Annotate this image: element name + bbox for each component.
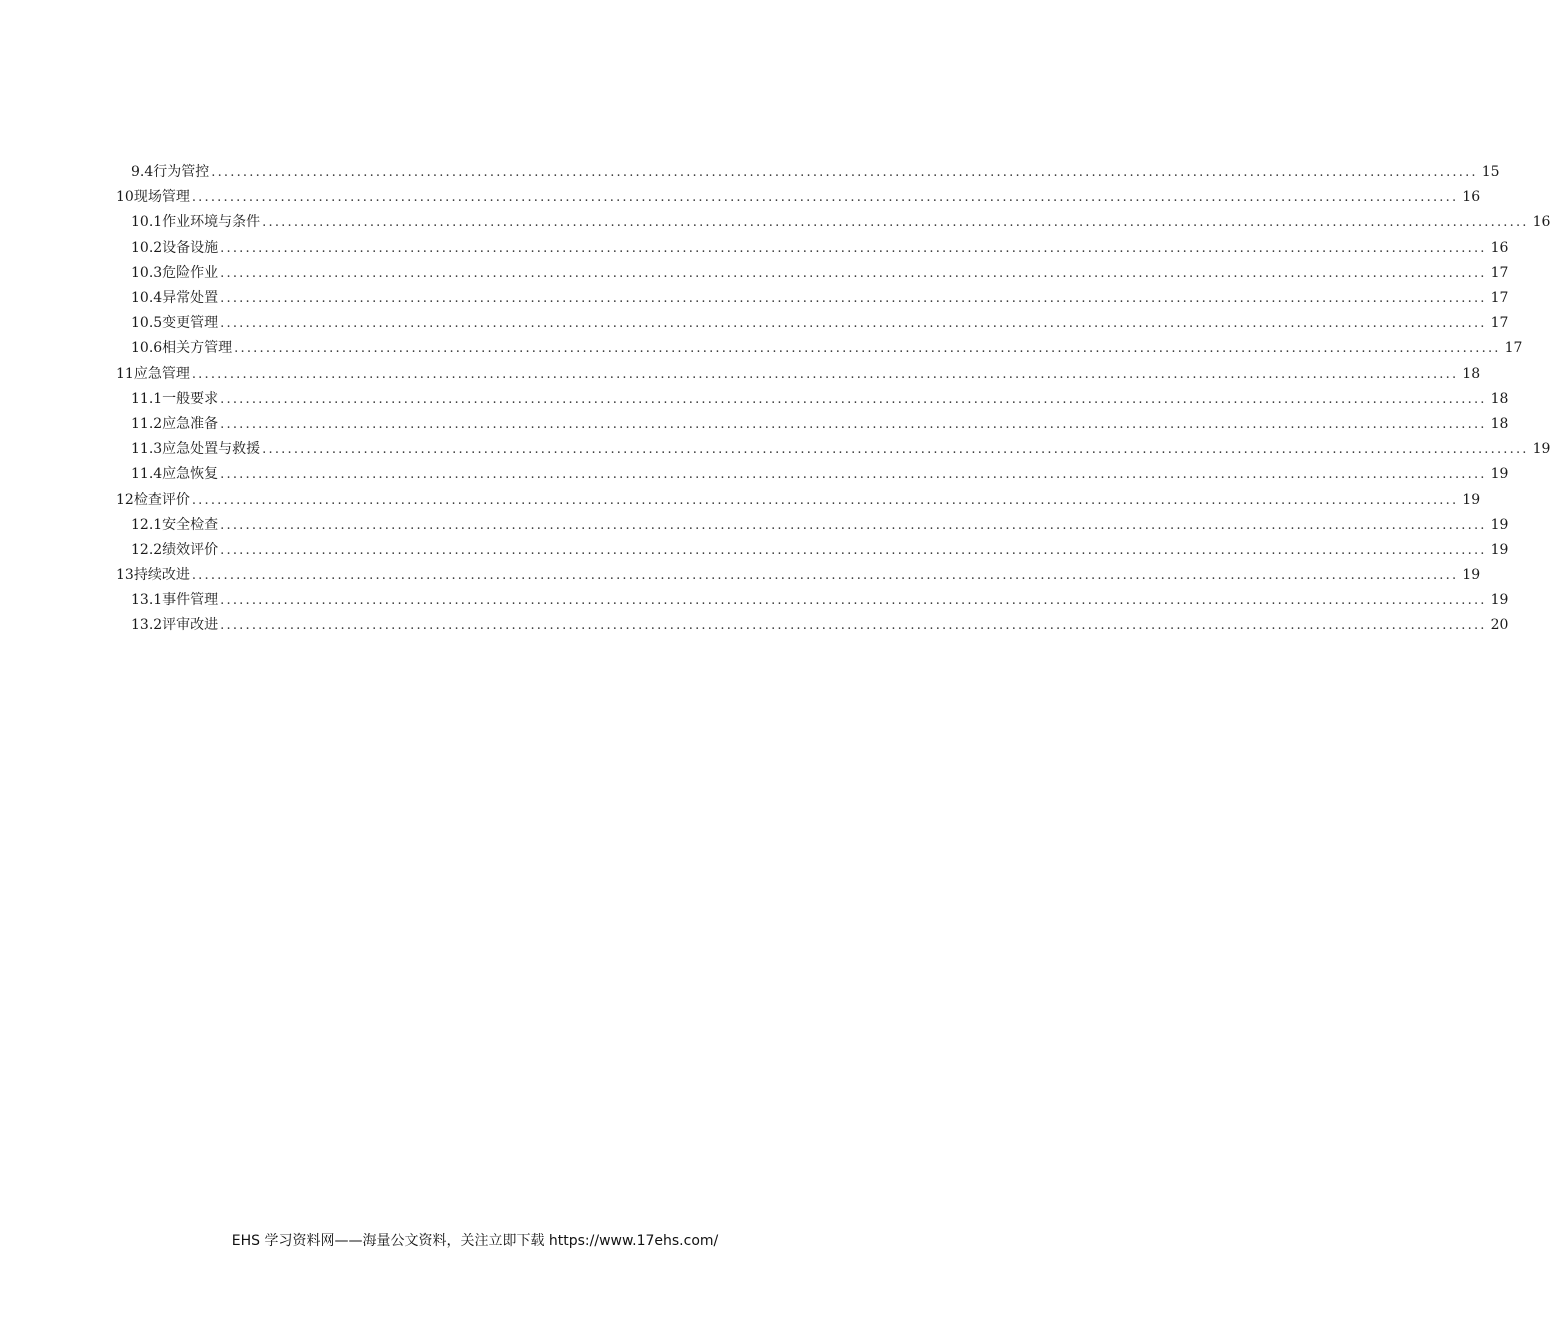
toc-entry[interactable]	[0, 588, 1509, 613]
toc-entry[interactable]	[0, 513, 1509, 538]
toc-entry-page: 16	[1490, 239, 1509, 256]
toc-entry-title: 评审改进	[162, 617, 219, 634]
toc-dot-leader: ........................................................................................................................................................................................................	[220, 542, 1487, 558]
toc-dot-leader: ........................................................................................................................................................................................................	[220, 265, 1487, 281]
toc-entry-title: 绩效评价	[162, 541, 219, 558]
toc-entry-page: 18	[1490, 415, 1509, 432]
toc-entry[interactable]	[0, 613, 1509, 638]
toc-entry-title: 现场管理	[133, 189, 190, 206]
toc-dot-leader: ........................................................................................................................................................................................................	[220, 291, 1487, 307]
toc-entry-page: 17	[1490, 290, 1509, 307]
toc-entry[interactable]	[0, 286, 1509, 311]
toc-dot-leader: ........................................................................................................................................................................................................	[220, 517, 1487, 533]
toc-entry[interactable]	[0, 362, 1481, 387]
toc-entry[interactable]	[0, 387, 1509, 412]
toc-entry[interactable]	[0, 538, 1509, 563]
toc-entry-title: 设备设施	[162, 239, 219, 256]
footer-text: EHS 学习资料网——海量公文资料，关注立即下载 https://www.17ehs.com/	[231, 1233, 719, 1249]
table-of-contents	[0, 160, 1550, 639]
toc-dot-leader: ........................................................................................................................................................................................................	[191, 366, 1459, 382]
toc-dot-leader: ........................................................................................................................................................................................................	[220, 240, 1487, 256]
toc-entry[interactable]	[0, 160, 1500, 185]
toc-entry[interactable]	[0, 336, 1523, 361]
toc-entry-title: 作业环境与条件	[162, 214, 261, 231]
toc-entry-title: 变更管理	[162, 315, 219, 332]
toc-dot-leader: ........................................................................................................................................................................................................	[220, 618, 1487, 634]
toc-entry-page: 19	[1490, 516, 1509, 533]
toc-dot-leader: ........................................................................................................................................................................................................	[220, 316, 1487, 332]
toc-entry-title: 应急恢复	[162, 466, 219, 483]
toc-entry[interactable]	[0, 412, 1509, 437]
toc-entry-page: 16	[1532, 214, 1550, 231]
toc-entry-title: 危险作业	[162, 264, 219, 281]
toc-entry-page: 17	[1490, 315, 1509, 332]
toc-entry-number: 10	[116, 189, 134, 206]
toc-dot-leader: ........................................................................................................................................................................................................	[262, 442, 1529, 458]
toc-dot-leader: ........................................................................................................................................................................................................	[191, 568, 1459, 584]
toc-entry-number: 10.2	[131, 239, 163, 256]
toc-entry-title: 安全检查	[162, 516, 219, 533]
toc-entry-title: 行为管控	[153, 164, 210, 181]
toc-entry[interactable]	[0, 185, 1481, 210]
toc-entry-page: 20	[1490, 617, 1509, 634]
toc-entry-page: 16	[1462, 189, 1481, 206]
toc-entry[interactable]	[0, 563, 1481, 588]
toc-entry-page: 19	[1532, 441, 1550, 458]
toc-entry-page: 19	[1462, 567, 1481, 584]
toc-entry[interactable]	[0, 437, 1550, 462]
toc-entry-title: 事件管理	[162, 592, 219, 609]
toc-entry[interactable]	[0, 261, 1509, 286]
toc-entry-number: 10.4	[131, 290, 163, 307]
toc-entry-number: 9.4	[131, 164, 154, 181]
toc-entry-page: 19	[1490, 592, 1509, 609]
toc-entry[interactable]	[0, 210, 1550, 235]
page-footer	[0, 1230, 950, 1250]
toc-entry-number: 10.1	[131, 214, 163, 231]
toc-dot-leader: ........................................................................................................................................................................................................	[191, 190, 1459, 206]
toc-entry-title: 应急管理	[133, 365, 190, 382]
toc-entry-title: 异常处置	[162, 290, 219, 307]
toc-dot-leader: ........................................................................................................................................................................................................	[191, 492, 1459, 508]
toc-entry-title: 应急准备	[162, 415, 219, 432]
toc-entry-page: 19	[1490, 541, 1509, 558]
toc-dot-leader: ........................................................................................................................................................................................................	[220, 391, 1487, 407]
toc-entry-title: 相关方管理	[162, 340, 233, 357]
toc-entry-number: 11.1	[131, 390, 163, 407]
toc-entry-page: 18	[1490, 390, 1509, 407]
toc-dot-leader: ........................................................................................................................................................................................................	[220, 467, 1487, 483]
toc-entry[interactable]	[0, 487, 1481, 512]
toc-entry[interactable]	[0, 236, 1509, 261]
toc-entry-page: 15	[1481, 164, 1500, 181]
toc-entry-number: 10.3	[131, 264, 163, 281]
toc-entry-number: 11.4	[131, 466, 163, 483]
toc-entry-page: 17	[1504, 340, 1523, 357]
toc-entry-number: 13.2	[131, 617, 163, 634]
toc-entry-number: 10.6	[131, 340, 163, 357]
toc-dot-leader: ........................................................................................................................................................................................................	[211, 165, 1478, 181]
toc-entry-page: 19	[1490, 466, 1509, 483]
toc-dot-leader: ........................................................................................................................................................................................................	[262, 215, 1529, 231]
toc-entry-number: 11.3	[131, 441, 163, 458]
toc-entry-number: 13.1	[131, 592, 163, 609]
toc-entry-number: 11.2	[131, 415, 163, 432]
toc-entry-page: 17	[1490, 264, 1509, 281]
toc-entry-number: 11	[116, 365, 134, 382]
toc-entry-title: 一般要求	[162, 390, 219, 407]
toc-entry[interactable]	[0, 462, 1509, 487]
toc-entry-page: 19	[1462, 491, 1481, 508]
toc-entry-number: 10.5	[131, 315, 163, 332]
toc-entry-title: 应急处置与救援	[162, 441, 261, 458]
toc-entry-number: 12.2	[131, 541, 163, 558]
toc-entry[interactable]	[0, 311, 1509, 336]
toc-dot-leader: ........................................................................................................................................................................................................	[220, 416, 1487, 432]
toc-entry-number: 12	[116, 491, 134, 508]
toc-entry-number: 12.1	[131, 516, 163, 533]
toc-entry-title: 检查评价	[133, 491, 190, 508]
toc-entry-number: 13	[116, 567, 134, 584]
toc-dot-leader: ........................................................................................................................................................................................................	[220, 593, 1487, 609]
toc-entry-page: 18	[1462, 365, 1481, 382]
toc-dot-leader: ........................................................................................................................................................................................................	[234, 341, 1501, 357]
toc-entry-title: 持续改进	[133, 567, 190, 584]
